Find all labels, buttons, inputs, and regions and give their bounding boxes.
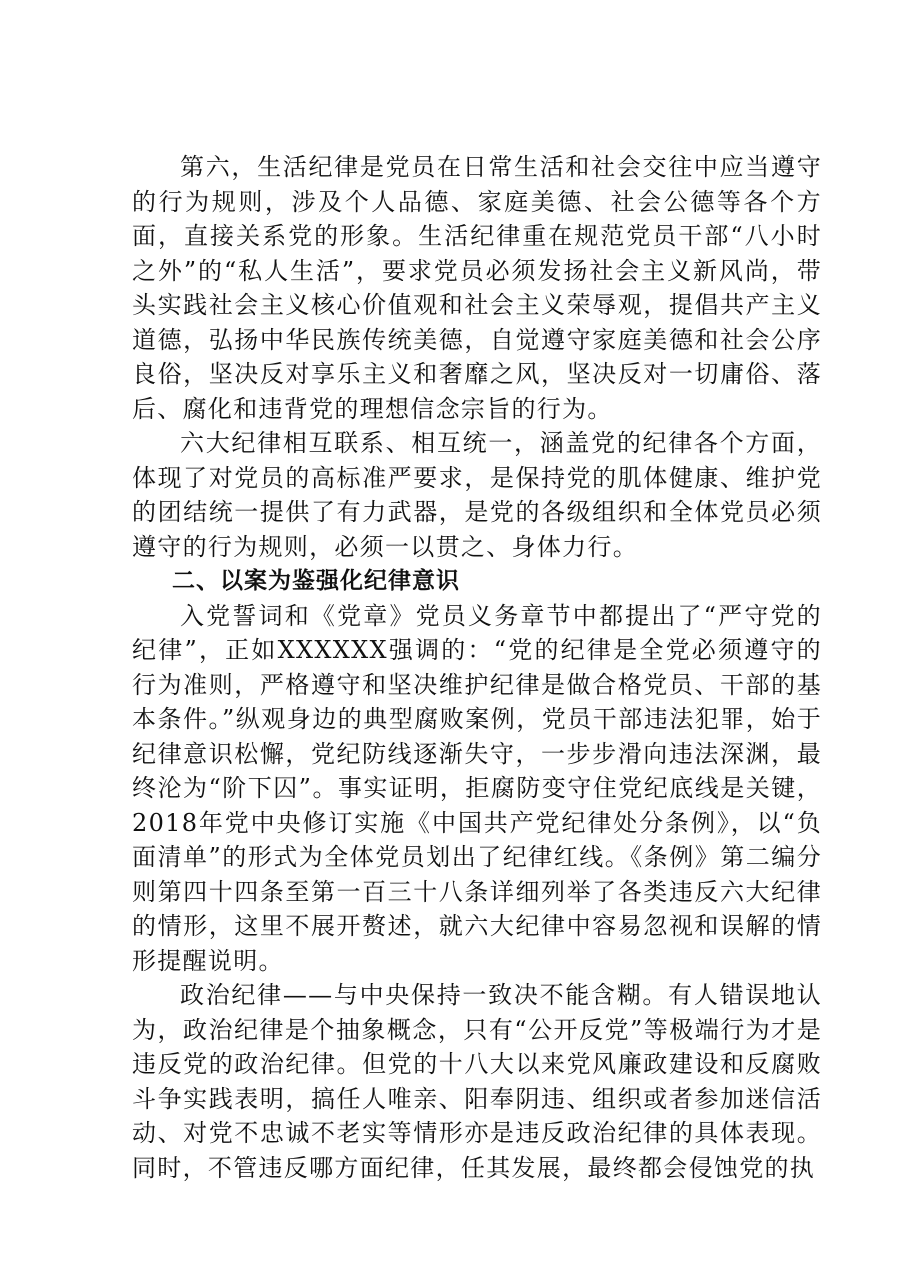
paragraph-life-discipline: 第六，生活纪律是党员在日常生活和社会交往中应当遵守的行为规则，涉及个人品德、家庭美德、社会公德等各个方面，直接关系党的形象。生活纪律重在规范党员干部“八小时之外”的“私人生活”，要求党员必须发扬社会主义新风尚，带头实践社会主义核心价值观和社会主义荣辱观，提倡共产主义道德，弘扬中华民族传统美德，自觉遵守家庭美德和社会公序良俗，坚决反对享乐主义和奢靡之风，坚决反对一切庸俗、落后、腐化和违背党的理想信念宗旨的行为。 (132, 153, 822, 423)
paragraph-party-oath-discipline: 入党誓词和《党章》党员义务章节中都提出了“严守党的纪律”，正如XXXXXX强调的：“党的纪律是全党必须遵守的行为准则，严格遵守和坚决维护纪律是做合格党员、干部的基本条件。”纵观身边的典型腐败案例，党员干部违法犯罪，始于纪律意识松懈，党纪防线逐渐失守，一步步滑向违法深渊，最终沦为“阶下囚”。事实证明，拒腐防变守住党纪底线是关键，2018年党中央修订实施《中国共产党纪律处分条例》，以“负面清单”的形式为全体党员划出了纪律红线。《条例》第二编分则第四十四条至第一百三十八条详细列举了各类违反六大纪律的情形，这里不展开赘述，就六大纪律中容易忽视和误解的情形提醒说明。 (132, 601, 822, 975)
paragraph-political-discipline: 政治纪律——与中央保持一致决不能含糊。有人错误地认为，政治纪律是个抽象概念，只有“公开反党”等极端行为才是违反党的政治纪律。但党的十八大以来党风廉政建设和反腐败斗争实践表明，搞任人唯亲、阳奉阴违、组织或者参加迷信活动、对党不忠诚不老实等情形亦是违反政治纪律的具体表现。同时，不管违反哪方面纪律，任其发展，最终都会侵蚀党的执 (132, 981, 822, 1182)
paragraph-six-disciplines-summary: 六大纪律相互联系、相互统一，涵盖党的纪律各个方面，体现了对党员的高标准严要求，是保持党的肌体健康、维护党的团结统一提供了有力武器，是党的各级组织和全体党员必须遵守的行为规则，必须一以贯之、身体力行。 (132, 429, 822, 561)
section-heading: 二、以案为鉴强化纪律意识 (172, 568, 460, 594)
document-body (132, 150, 822, 1185)
